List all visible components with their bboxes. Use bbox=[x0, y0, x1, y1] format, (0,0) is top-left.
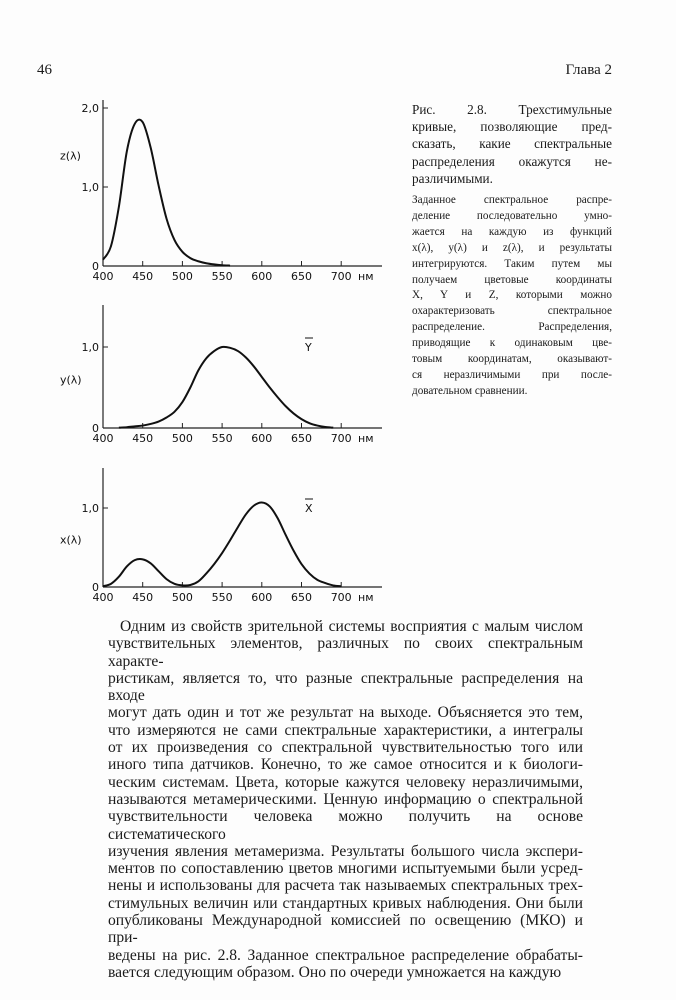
x-tick-label: 500 bbox=[171, 270, 193, 283]
caption-line: товым координатам, оказывают- bbox=[412, 353, 612, 366]
body-line: изучения явления метамеризма. Результаты большого числа экспери- bbox=[108, 842, 583, 860]
body-line: ристикам, является то, что разные спектральные распределения на входе bbox=[108, 669, 583, 705]
chart-1 bbox=[60, 305, 382, 445]
body-line: вается следующим образом. Оно по очереди умножается на каждую bbox=[108, 963, 562, 981]
caption-line: охарактеризовать спектральное bbox=[412, 305, 612, 318]
caption-line: Рис. 2.8. Трехстимульные bbox=[412, 102, 612, 117]
chapter-header: Глава 2 bbox=[565, 62, 612, 78]
body-line: от их произведения со спектральной чувствительностью того или bbox=[108, 739, 583, 757]
y-tick-label: 1,0 bbox=[81, 181, 99, 194]
caption-line: интегрируются. Таким путем мы bbox=[412, 257, 612, 270]
body-line: что измеряются не сами спектральные характеристики, а интегралы bbox=[108, 721, 583, 739]
figure-caption-title bbox=[412, 101, 612, 187]
caption-line: распределение. Распределения, bbox=[412, 321, 612, 334]
x-unit-label: нм bbox=[358, 591, 374, 604]
y-tick-label: 1,0 bbox=[81, 502, 99, 515]
x-tick-label: 650 bbox=[291, 591, 312, 604]
x-tick-label: 700 bbox=[330, 432, 352, 445]
x-tick-label: 650 bbox=[291, 432, 312, 445]
y-axis-label: z(λ) bbox=[60, 149, 81, 163]
page-number: 46 bbox=[37, 62, 52, 78]
x-tick-label: 400 bbox=[92, 591, 114, 604]
data-curve bbox=[103, 502, 341, 586]
x-tick-label: 500 bbox=[171, 432, 193, 445]
x-tick-label: 600 bbox=[251, 270, 273, 283]
caption-line: распределения окажутся не- bbox=[412, 153, 612, 169]
x-tick-label: 450 bbox=[132, 432, 154, 445]
body-text bbox=[108, 618, 583, 981]
caption-line: довательном сравнении. bbox=[412, 384, 528, 397]
x-tick-label: 450 bbox=[132, 270, 154, 283]
caption-line: сказать, какие спектральные bbox=[412, 136, 612, 152]
chart-0 bbox=[60, 100, 382, 283]
x-tick-label: 700 bbox=[330, 270, 352, 283]
y-tick-label: 0 bbox=[92, 260, 99, 273]
y-tick-label: 1,0 bbox=[81, 341, 99, 354]
caption-line: x(λ), y(λ) и z(λ), и результаты bbox=[412, 241, 612, 254]
caption-line: приводящие к одинаковым цве- bbox=[412, 337, 612, 350]
caption-line: жается на каждую из функций bbox=[412, 225, 612, 238]
body-line: называются метамерическими. Ценную информацию о спектральной bbox=[108, 790, 583, 808]
caption-line: Заданное спектральное распре- bbox=[412, 194, 612, 206]
caption-line: получаем цветовые координаты bbox=[412, 273, 612, 286]
body-line: нены и использованы для расчета так называемых спектральных трех- bbox=[108, 877, 583, 895]
caption-line: различимыми. bbox=[412, 170, 493, 186]
body-line: стимульных величин или стандартных кривых наблюдения. Они были bbox=[108, 894, 583, 912]
body-line: могут дать один и тот же результат на выходе. Объясняется это тем, bbox=[108, 704, 583, 722]
body-line: ческим системам. Цвета, которые кажутся человеку неразличимыми, bbox=[108, 773, 583, 791]
data-curve bbox=[103, 120, 230, 266]
body-line: опубликованы Международной комиссией по освещению (МКО) и при- bbox=[108, 912, 583, 947]
x-tick-label: 500 bbox=[171, 591, 193, 604]
caption-line: деление последовательно умно- bbox=[412, 209, 612, 222]
caption-line: X, Y и Z, которыми можно bbox=[412, 289, 612, 302]
curve-label: X bbox=[305, 502, 313, 515]
x-tick-label: 450 bbox=[132, 591, 154, 604]
body-line: Одним из свойств зрительной системы восприятия с малым числом bbox=[120, 618, 583, 635]
x-tick-label: 600 bbox=[251, 432, 273, 445]
y-tick-label: 0 bbox=[92, 581, 99, 594]
x-tick-label: 650 bbox=[291, 270, 312, 283]
figure-caption-text bbox=[412, 193, 612, 400]
x-unit-label: нм bbox=[358, 270, 374, 283]
chart-2 bbox=[60, 468, 382, 604]
curve-label: Y bbox=[305, 341, 312, 354]
x-unit-label: нм bbox=[358, 432, 374, 445]
x-tick-label: 550 bbox=[211, 591, 233, 604]
x-tick-label: 550 bbox=[211, 270, 233, 283]
body-line: иного типа датчиков. Конечно, то же самое относится и к биологи- bbox=[108, 756, 583, 774]
x-tick-label: 400 bbox=[92, 432, 114, 445]
x-tick-label: 550 bbox=[211, 432, 233, 445]
body-line: чувствительных элементов, различных по своих спектральным характе- bbox=[108, 635, 583, 670]
x-tick-label: 600 bbox=[251, 591, 273, 604]
body-line: ментов по сопоставлению цветов многими испытуемыми были усред- bbox=[108, 860, 583, 878]
data-curve bbox=[119, 347, 333, 428]
body-line: чувствительности человека можно получить на основе систематического bbox=[108, 808, 583, 843]
body-line: ведены на рис. 2.8. Заданное спектральное распределение обрабаты- bbox=[108, 946, 583, 964]
y-tick-label: 2,0 bbox=[81, 102, 99, 115]
y-axis-label: y(λ) bbox=[60, 373, 82, 387]
caption-line: кривые, позволяющие пред- bbox=[412, 119, 612, 135]
x-tick-label: 400 bbox=[92, 270, 114, 283]
x-tick-label: 700 bbox=[330, 591, 352, 604]
y-axis-label: x(λ) bbox=[60, 533, 82, 547]
caption-line: ся неразличимыми при после- bbox=[412, 368, 612, 381]
y-tick-label: 0 bbox=[92, 422, 99, 435]
